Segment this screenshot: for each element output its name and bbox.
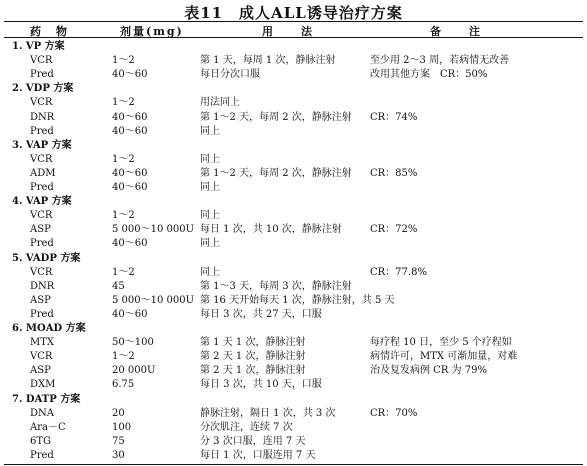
usage-cell: 同上 xyxy=(200,210,220,222)
dose-cell: 40～60 xyxy=(112,182,148,193)
drug-cell: ASP xyxy=(30,224,51,236)
drug-cell: VCR xyxy=(30,97,53,109)
dose-cell: 40～60 xyxy=(112,69,148,81)
col-header-usage: 用 法 xyxy=(262,25,314,38)
top-rule xyxy=(4,21,583,22)
usage-cell: 分次肌注，连续 7 次 xyxy=(200,421,293,433)
col-header-dose: 剂量(mg) xyxy=(120,25,184,38)
usage-cell: 每日 1 次，共 10 次，静脉注射 xyxy=(200,224,342,236)
note-cell: CR：72% xyxy=(370,224,418,236)
note-cell: CR：74% xyxy=(370,111,418,123)
drug-cell: 4. VAP 方案 xyxy=(12,196,72,208)
bottom-rule xyxy=(4,464,583,465)
table-row xyxy=(0,96,587,110)
drug-cell: 2. VDP 方案 xyxy=(12,83,74,95)
usage-cell: 同上 xyxy=(200,125,220,137)
regimen-heading-row xyxy=(0,82,587,96)
dose-cell: 5 000～10 000U xyxy=(112,224,195,236)
note-cell: 改用其他方案 CR：50% xyxy=(370,69,488,81)
usage-cell: 第 1～3 天，每周 3 次，静脉注射 xyxy=(200,280,352,292)
table-row xyxy=(0,294,587,308)
dose-cell: 40～60 xyxy=(112,238,148,250)
usage-cell: 第 1～2 天，每周 2 次，静脉注射 xyxy=(200,167,352,179)
drug-cell: ASP xyxy=(30,365,51,377)
drug-cell: Ara－C xyxy=(30,421,66,433)
regimen-heading-row xyxy=(0,139,587,153)
regimen-heading-row xyxy=(0,195,587,209)
usage-cell: 同上 xyxy=(200,238,220,250)
table-row xyxy=(0,68,587,82)
table-row xyxy=(0,421,587,435)
table-row xyxy=(0,280,587,294)
table-row xyxy=(0,181,587,195)
table-row xyxy=(0,209,587,223)
dose-cell: 5 000～10 000U xyxy=(112,294,195,306)
usage-cell: 第 1 天 1 次，静脉注射 xyxy=(200,337,306,349)
header-rule xyxy=(4,37,583,38)
drug-cell: Pred xyxy=(30,182,54,193)
drug-cell: VCR xyxy=(30,210,53,222)
usage-cell: 静脉注射，隔日 1 次，共 3 次 xyxy=(200,407,336,419)
col-header-note: 备 注 xyxy=(430,25,482,38)
drug-cell: Pred xyxy=(30,125,54,137)
usage-cell: 同上 xyxy=(200,266,220,278)
table-row xyxy=(0,237,587,251)
note-cell: CR：70% xyxy=(370,407,418,419)
drug-cell: ADM xyxy=(30,167,56,179)
dose-cell: 50～100 xyxy=(112,337,154,349)
drug-cell: VCR xyxy=(30,55,53,67)
table-row xyxy=(0,435,587,449)
drug-cell: 6TG xyxy=(30,435,52,447)
drug-cell: VCR xyxy=(30,351,53,363)
table-row xyxy=(0,350,587,364)
table-row xyxy=(0,111,587,125)
table-row xyxy=(0,378,587,392)
usage-cell: 第 16 天开始每天 1 次，静脉注射，共 5 天 xyxy=(200,294,395,306)
dose-cell: 40～60 xyxy=(112,125,148,137)
usage-cell: 第 1～2 天，每周 2 次，静脉注射 xyxy=(200,111,352,123)
dose-cell: 1～2 xyxy=(112,153,135,165)
regimen-heading-row xyxy=(0,393,587,407)
table-row xyxy=(0,308,587,322)
dose-cell: 45 xyxy=(112,280,125,292)
drug-cell: DNA xyxy=(30,407,54,419)
dose-cell: 40～60 xyxy=(112,111,148,123)
usage-cell: 用法同上 xyxy=(200,97,240,109)
col-header-drug: 药 物 xyxy=(30,25,69,38)
note-cell: 每疗程 10 日，至少 5 个疗程如 xyxy=(370,337,512,349)
regimen-heading-row xyxy=(0,322,587,336)
drug-cell: 6. MOAD 方案 xyxy=(12,323,86,334)
note-cell: CR：85% xyxy=(370,167,418,179)
usage-cell: 第 2 天 1 次，静脉注射 xyxy=(200,365,306,377)
usage-cell: 同上 xyxy=(200,182,220,193)
table-row xyxy=(0,449,587,463)
table-title: 表11 成人ALL诱导治疗方案 xyxy=(184,4,403,22)
drug-cell: 3. VAP 方案 xyxy=(12,139,72,151)
note-cell: CR：77.8% xyxy=(370,266,427,278)
note-cell: 病情许可，MTX 可渐加量，对难 xyxy=(370,351,518,363)
regimen-heading-row xyxy=(0,40,587,54)
dose-cell: 1～2 xyxy=(112,351,135,363)
drug-cell: DNR xyxy=(30,111,55,123)
dose-cell: 1～2 xyxy=(112,55,135,67)
dose-cell: 30 xyxy=(112,449,125,461)
table-row xyxy=(0,153,587,167)
drug-cell: Pred xyxy=(30,449,54,461)
drug-cell: 1. VP 方案 xyxy=(12,41,65,52)
drug-cell: VCR xyxy=(30,266,53,278)
drug-cell: MTX xyxy=(30,337,55,349)
table-row xyxy=(0,167,587,181)
drug-cell: DNR xyxy=(30,280,55,292)
dose-cell: 20 xyxy=(112,407,125,419)
table-row xyxy=(0,125,587,139)
dose-cell: 20 000U xyxy=(112,365,156,377)
dose-cell: 40～60 xyxy=(112,167,148,179)
table-row xyxy=(0,223,587,237)
dose-cell: 100 xyxy=(112,421,132,433)
table-row xyxy=(0,407,587,421)
usage-cell: 第 1 天，每周 1 次，静脉注射 xyxy=(200,55,336,67)
note-cell: 治及复发病例 CR 为 79% xyxy=(370,365,487,377)
drug-cell: ASP xyxy=(30,294,51,306)
drug-cell: Pred xyxy=(30,238,54,250)
dose-cell: 1～2 xyxy=(112,210,135,222)
table-row xyxy=(0,54,587,68)
usage-cell: 分 3 次口服，连用 7 天 xyxy=(200,435,306,447)
usage-cell: 每日 1 次，口服连用 7 天 xyxy=(200,449,316,461)
usage-cell: 每日 3 次，共 27 天，口服 xyxy=(200,308,322,320)
drug-cell: 7. DATP 方案 xyxy=(12,393,81,405)
regimen-heading-row xyxy=(0,252,587,266)
drug-cell: DXM xyxy=(30,379,56,391)
drug-cell: 5. VADP 方案 xyxy=(12,252,81,264)
drug-cell: VCR xyxy=(30,153,53,165)
dose-cell: 1～2 xyxy=(112,97,135,109)
table-row xyxy=(0,364,587,378)
table-row xyxy=(0,336,587,350)
usage-cell: 同上 xyxy=(200,153,220,165)
usage-cell: 第 2 天 1 次，静脉注射 xyxy=(200,351,306,363)
drug-cell: Pred xyxy=(30,69,54,81)
usage-cell: 每日 3 次，共 10 天，口服 xyxy=(200,379,322,391)
dose-cell: 6.75 xyxy=(112,379,135,391)
note-cell: 至少用 2～3 周，若病情无改善 xyxy=(370,55,510,67)
dose-cell: 1～2 xyxy=(112,266,135,278)
dose-cell: 75 xyxy=(112,435,125,447)
dose-cell: 40～60 xyxy=(112,308,148,320)
drug-cell: Pred xyxy=(30,308,54,320)
usage-cell: 每日分次口服 xyxy=(200,69,260,81)
table-row xyxy=(0,266,587,280)
